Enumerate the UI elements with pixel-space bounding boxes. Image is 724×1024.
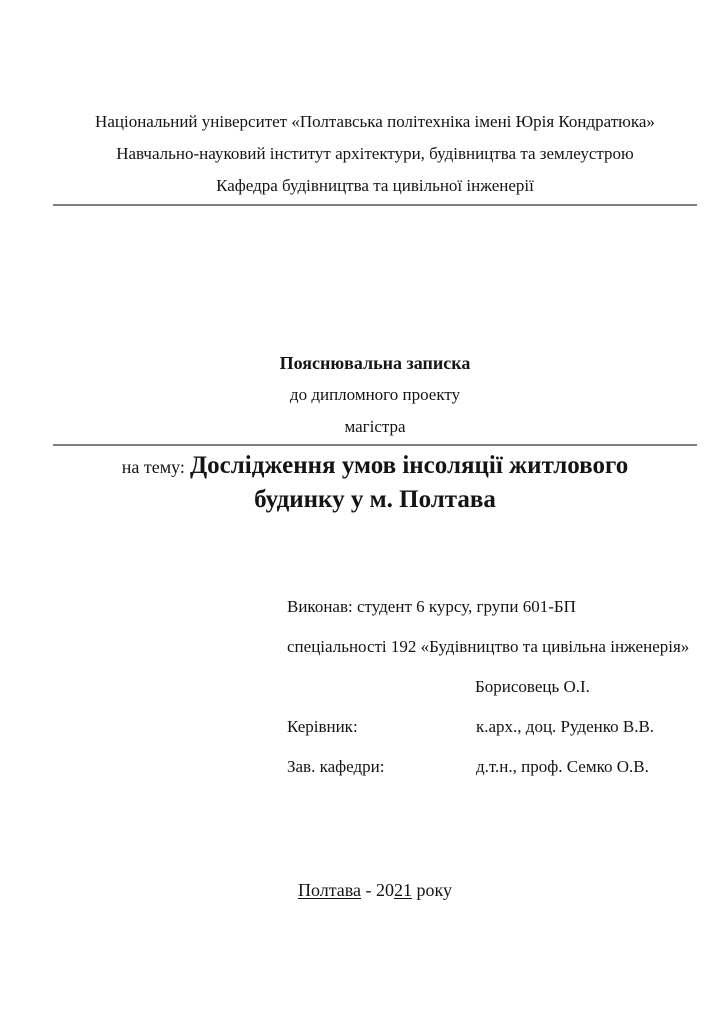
thesis-title-part1: Дослідження умов інсоляції житлового bbox=[189, 452, 629, 479]
executor-row bbox=[287, 587, 699, 627]
department-name: Кафедра будівництва та цивільної інженерії bbox=[216, 176, 534, 195]
thesis-title-part2: будинку у м. Полтава bbox=[254, 486, 496, 513]
credits-block bbox=[287, 587, 699, 787]
thesis-topic-block bbox=[53, 450, 697, 518]
header-divider-rule bbox=[53, 204, 697, 206]
institute-name: Навчально-науковий інститут архітектури, будівництва та землеустрою bbox=[116, 144, 634, 163]
department-head-name: д.т.н., проф. Семко О.В. bbox=[476, 757, 649, 776]
department-head-row bbox=[287, 747, 699, 787]
year-digits: 21 bbox=[394, 880, 413, 900]
executor-text: Виконав: студент 6 курсу, групи 601-БП bbox=[287, 597, 576, 616]
document-subject-block bbox=[53, 347, 697, 443]
title-divider-rule bbox=[53, 444, 697, 446]
topic-prefix-label: на тему: bbox=[121, 457, 185, 477]
student-name-row bbox=[287, 667, 699, 707]
university-name: Національний університет «Полтавська політехніка імені Юрія Кондратюка» bbox=[95, 112, 655, 131]
student-name: Борисовець О.І. bbox=[475, 677, 590, 696]
year-suffix: року bbox=[412, 880, 453, 900]
supervisor-label: Керівник: bbox=[287, 717, 358, 736]
page-header bbox=[53, 106, 697, 202]
city-year-line bbox=[53, 877, 697, 903]
specialty-row bbox=[287, 627, 699, 667]
document-type-title: Пояснювальна записка bbox=[279, 353, 471, 373]
document-type-subtitle: до дипломного проекту bbox=[289, 385, 461, 404]
thesis-topic-line2 bbox=[53, 484, 697, 518]
department-head-label: Зав. кафедри: bbox=[287, 757, 385, 776]
thesis-topic-line1 bbox=[53, 450, 697, 484]
supervisor-row bbox=[287, 707, 699, 747]
supervisor-name: к.арх., доц. Руденко В.В. bbox=[476, 717, 655, 736]
year-prefix: - 20 bbox=[361, 880, 395, 900]
city-name: Полтава bbox=[297, 880, 362, 900]
degree-level: магістра bbox=[344, 417, 406, 436]
specialty-text: спеціальності 192 «Будівництво та цивільна інженерія» bbox=[287, 637, 690, 656]
